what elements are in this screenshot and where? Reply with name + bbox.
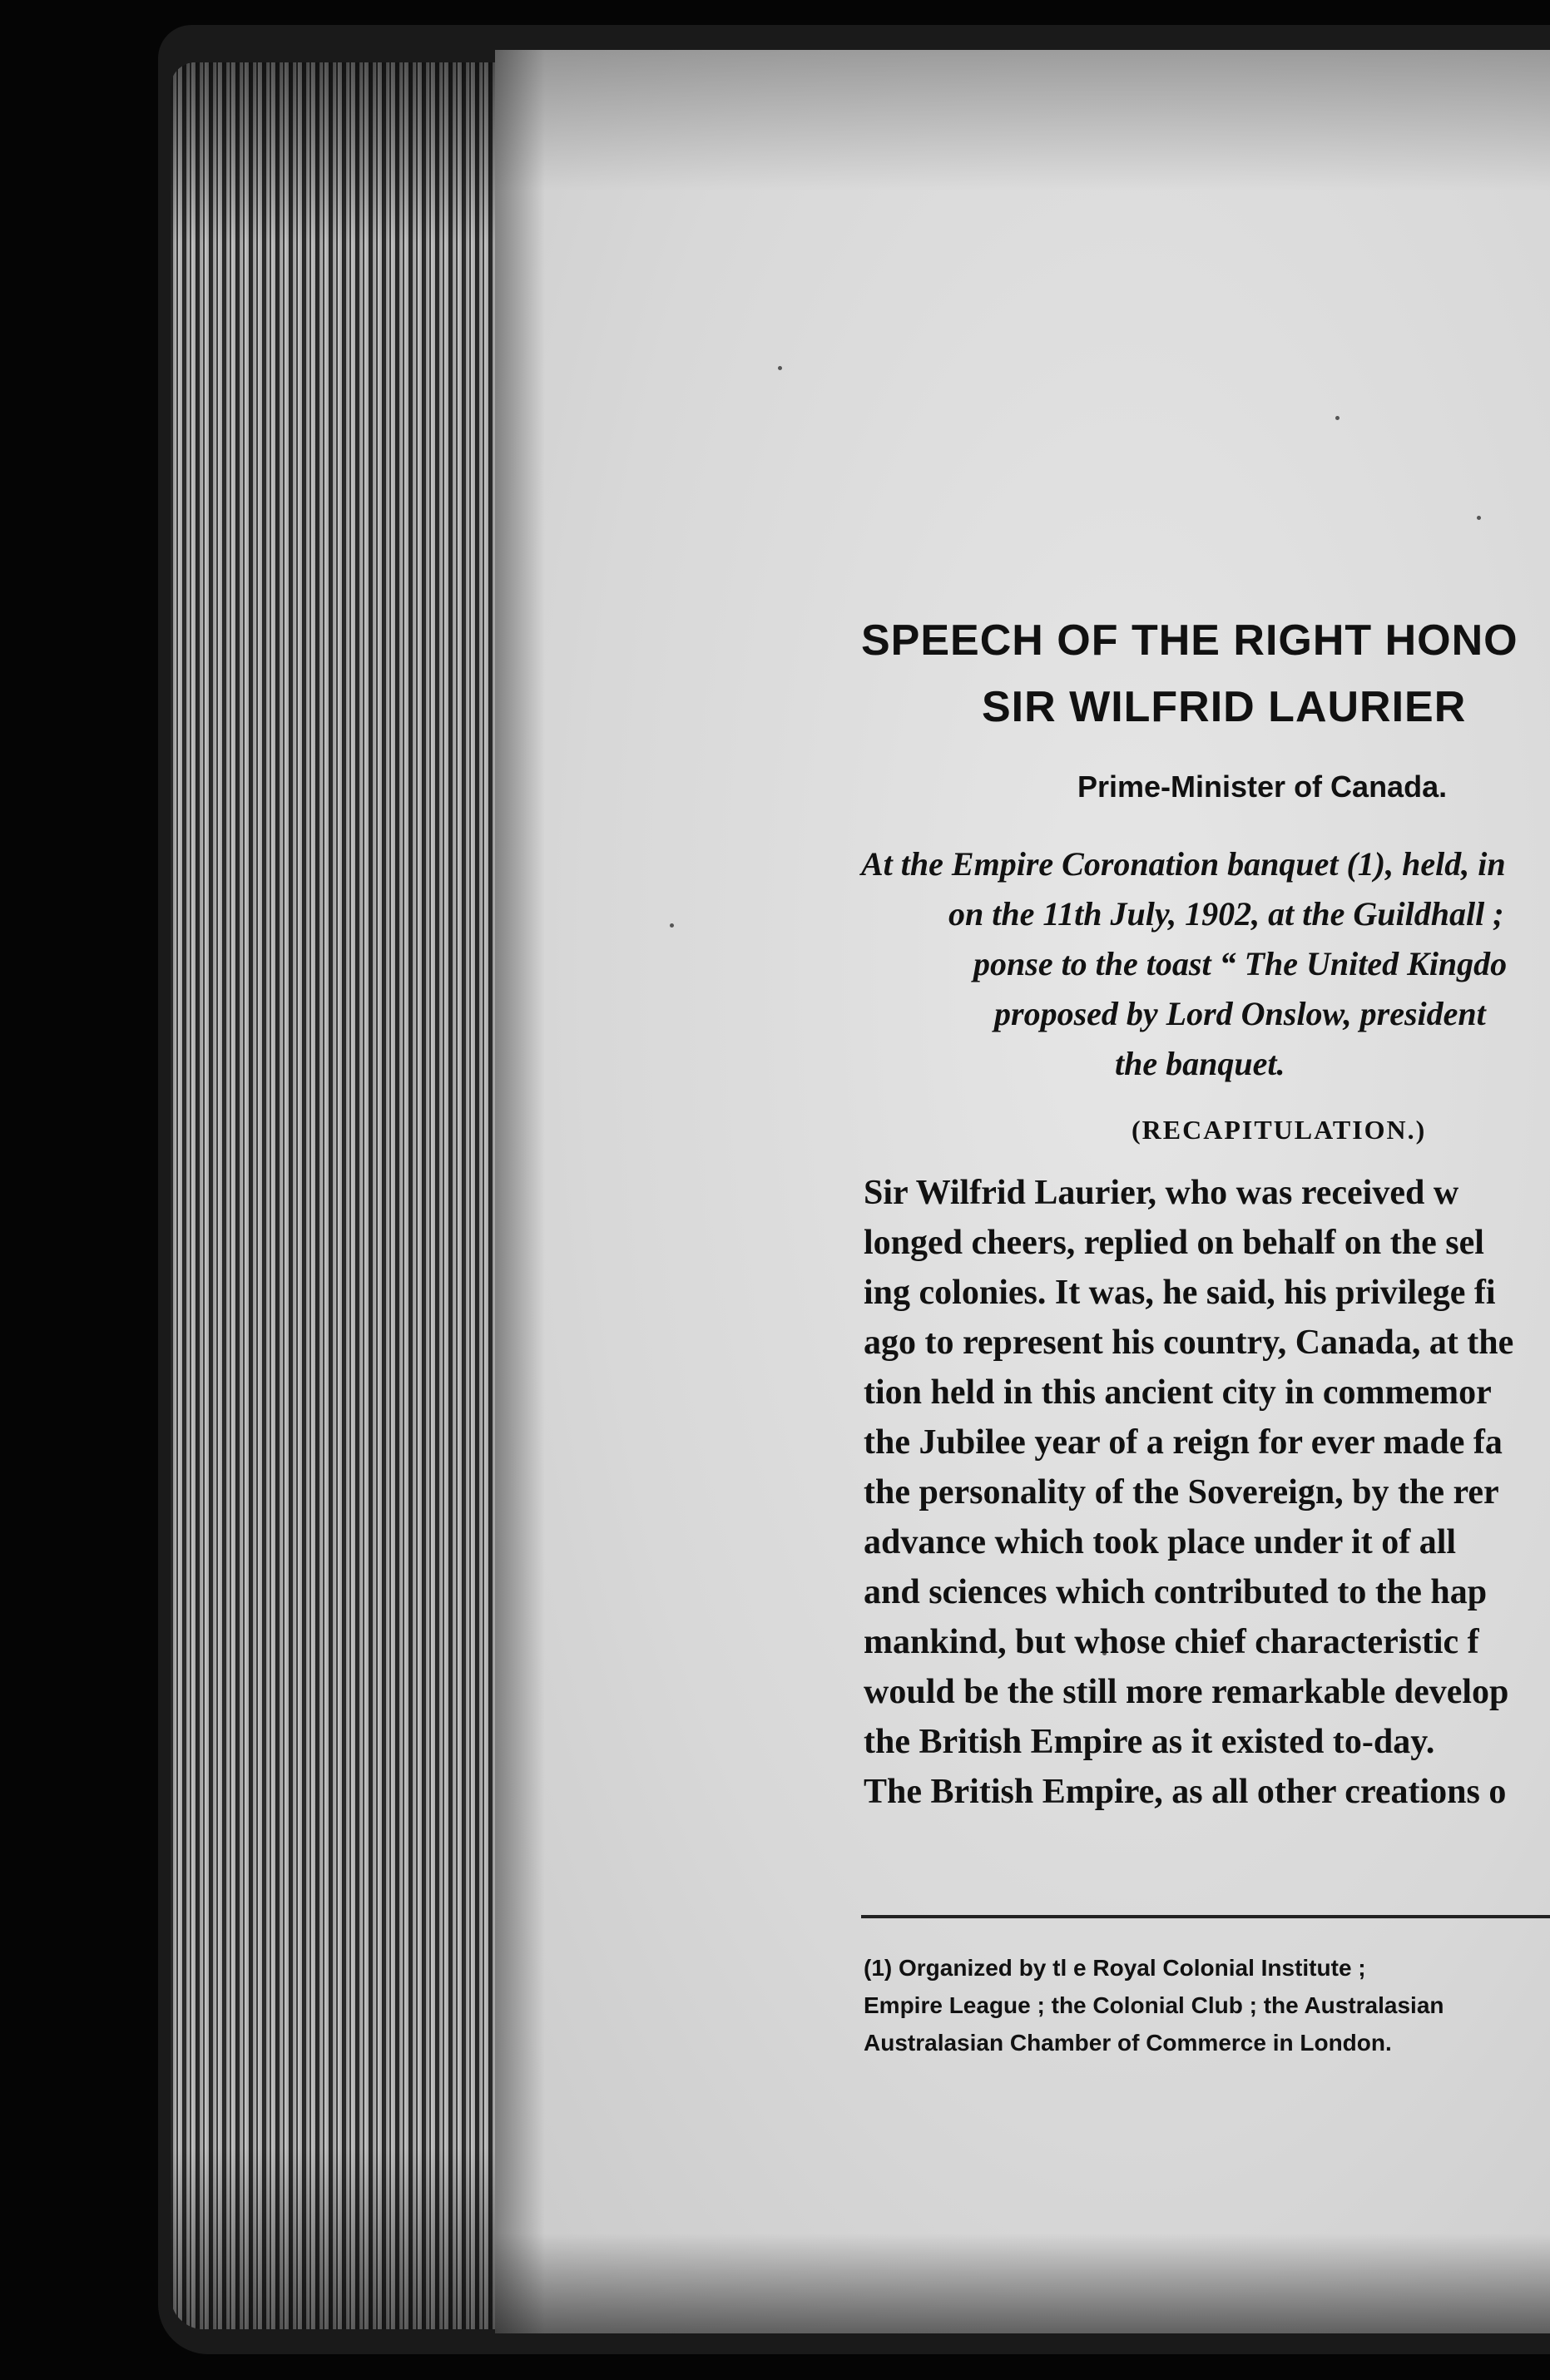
paper-speck: [778, 366, 782, 370]
paper-speck: [1335, 416, 1340, 420]
speech-title-line-1: SPEECH OF THE RIGHT HONO: [861, 616, 1518, 665]
paper-speck: [670, 923, 674, 928]
footnote-line: Australasian Chamber of Commerce in London.: [864, 2030, 1392, 2056]
body-text-line: and sciences which contributed to the hap: [864, 1573, 1488, 1611]
body-text-line: advance which took place under it of all: [864, 1523, 1457, 1561]
speaker-role: Prime-Minister of Canada.: [1077, 769, 1448, 804]
body-text-line: mankind, but whose chief characteristic f: [864, 1623, 1479, 1661]
page-bottom-shadow: [495, 2234, 1550, 2333]
page-gutter-shadow: [495, 50, 545, 2333]
footnote-line: Empire League ; the Colonial Club ; the Australasian: [864, 1992, 1444, 2018]
footnote-line: (1) Organized by tl e Royal Colonial Institute ;: [864, 1955, 1366, 1981]
occasion-line: on the 11th July, 1902, at the Guildhall ;: [948, 895, 1504, 933]
footnote-divider: [861, 1915, 1550, 1918]
page-edges-shade: [171, 62, 495, 2329]
body-text-line: ing colonies. It was, he said, his privilege fi: [864, 1274, 1496, 1312]
occasion-line: the banquet.: [1115, 1045, 1285, 1082]
occasion-line: proposed by Lord Onslow, president: [994, 995, 1486, 1032]
occasion-line: ponse to the toast “ The United Kingdo: [973, 945, 1508, 982]
recapitulation-heading: (RECAPITULATION.): [1132, 1115, 1427, 1145]
body-text-line: the British Empire as it existed to-day.: [864, 1723, 1435, 1761]
speech-title-line-2: SIR WILFRID LAURIER: [982, 683, 1467, 731]
paper-page: [495, 50, 1550, 2333]
body-text-line: Sir Wilfrid Laurier, who was received w: [864, 1174, 1459, 1212]
body-text-line: ago to represent his country, Canada, at the: [864, 1324, 1514, 1362]
body-text-line: The British Empire, as all other creations o: [864, 1773, 1507, 1811]
body-text-line: the Jubilee year of a reign for ever made fa: [864, 1423, 1503, 1462]
page-top-shadow: [495, 50, 1550, 191]
paper-speck: [1477, 516, 1481, 520]
occasion-line: At the Empire Coronation banquet (1), held, in: [861, 845, 1506, 883]
body-text-line: the personality of the Sovereign, by the rer: [864, 1473, 1499, 1512]
body-text-line: tion held in this ancient city in commemor: [864, 1373, 1492, 1412]
body-text-line: would be the still more remarkable develop: [864, 1673, 1509, 1711]
body-text-line: longed cheers, replied on behalf on the sel: [864, 1224, 1484, 1262]
